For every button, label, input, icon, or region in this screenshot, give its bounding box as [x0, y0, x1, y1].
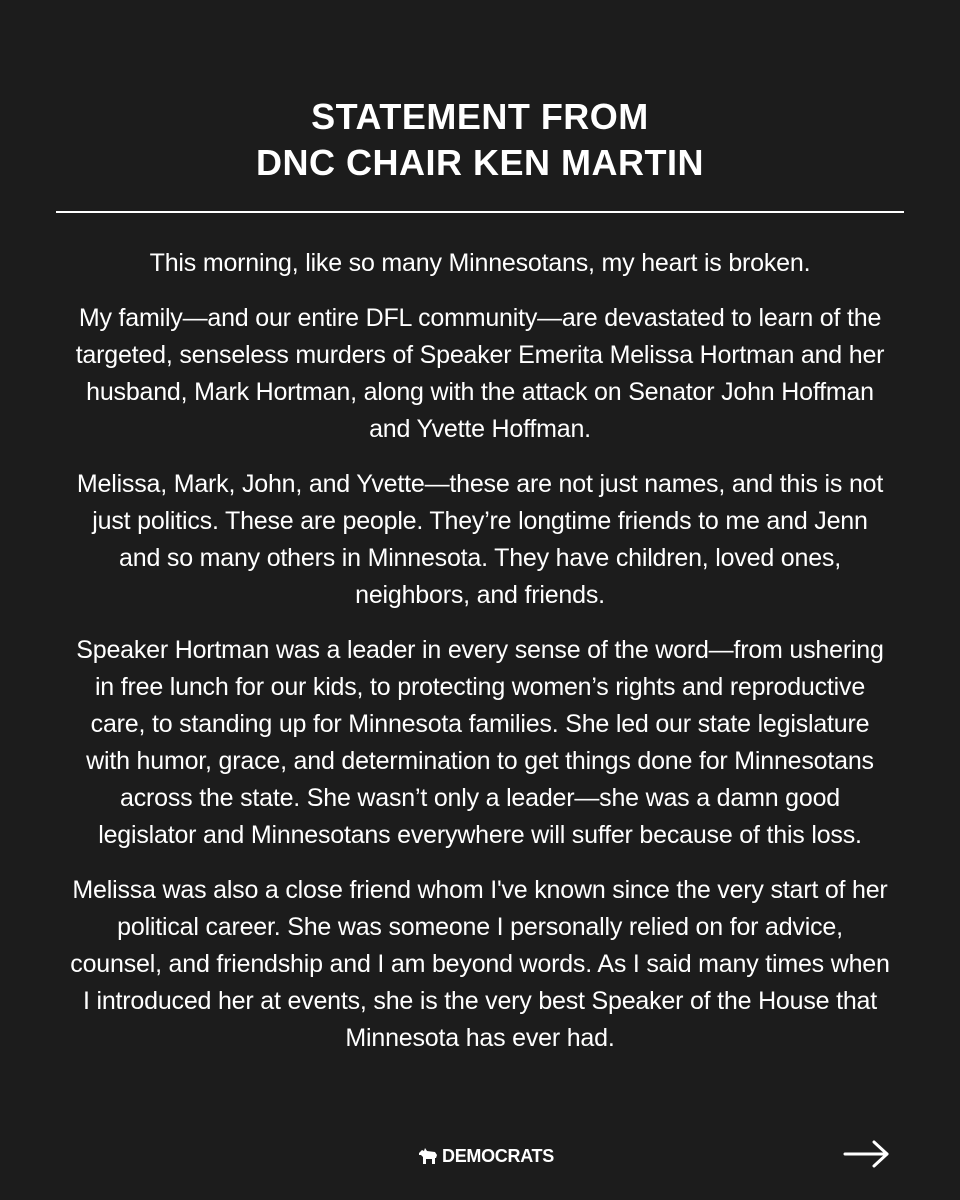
title-line-2: DNC CHAIR KEN MARTIN — [256, 142, 704, 183]
logo-wordmark: DEMOCRATS — [442, 1146, 554, 1166]
statement-title — [0, 94, 960, 186]
statement-paragraph: Melissa, Mark, John, and Yvette—these are not just names, and this is not just politics. These are people. They’re longtime friends to me and Jenn and so many others in Minnesota. They have children, loved ones, neighbors, and friends. — [76, 470, 884, 609]
statement-body — [70, 245, 890, 1075]
arrow-right-icon[interactable] — [842, 1138, 892, 1170]
statement-paragraph: Melissa was also a close friend whom I've known since the very start of her political career. She was someone I personally relied on for advice, counsel, and friendship and I am beyond words. As I said many times when I introduced her at events, she is the very best Speaker of the House that Minnesota has ever had. — [70, 876, 890, 1052]
statement-paragraph: Speaker Hortman was a leader in every sense of the word—from ushering in free lunch for our kids, to protecting women’s rights and reproductive care, to standing up for Minnesota families. She led our state legislature with humor, grace, and determination to get things done for Minnesotans across the state. She wasn’t only a leader—she was a damn good legislator and Minnesotans everywhere will suffer because of this loss. — [76, 636, 884, 849]
statement-paragraph: This morning, like so many Minnesotans, my heart is broken. — [149, 249, 811, 277]
donkey-icon — [418, 1147, 438, 1165]
title-divider — [56, 211, 904, 213]
title-line-1: STATEMENT FROM — [311, 96, 649, 137]
democrats-logo — [418, 1144, 554, 1168]
statement-paragraph: My family—and our entire DFL community—are devastated to learn of the targeted, senseless murders of Speaker Emerita Melissa Hortman and her husband, Mark Hortman, along with the attack on Senator John Hoffman and Yvette Hoffman. — [75, 304, 885, 443]
